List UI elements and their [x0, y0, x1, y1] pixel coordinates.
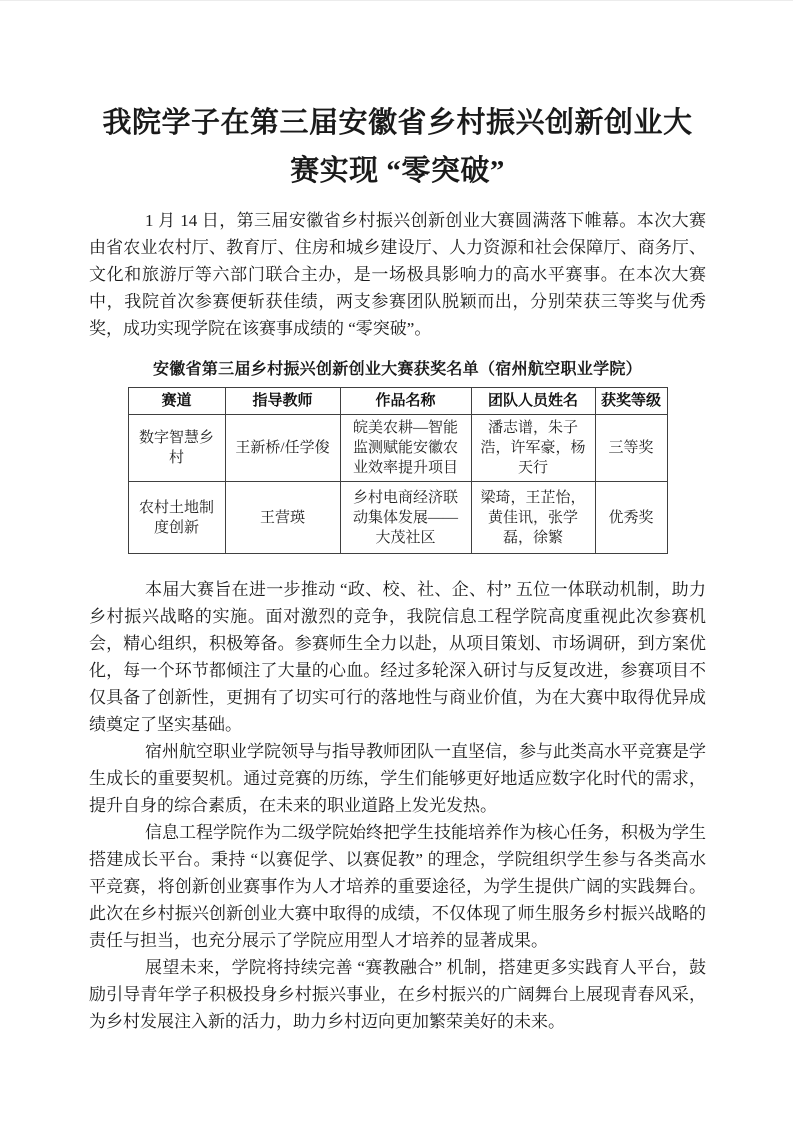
cell-advisor: 王新桥/任学俊	[225, 415, 340, 482]
awards-table-header-row	[128, 388, 667, 415]
cell-project-name: 皖美农耕—智能监测赋能安徽农业效率提升项目	[340, 415, 471, 482]
cell-advisor: 王营瑛	[225, 482, 340, 554]
document-content	[0, 1, 793, 1035]
article-paragraph-5: 展望未来，学院将持续完善 “赛教融合” 机制，搭建更多实践育人平台，鼓励引导青年学子积极投身乡村振兴事业，在乡村振兴的广阔舞台上展现青春风采，为乡村发展注入新的活力，助力乡村迈向更加繁荣美好的未来。	[89, 958, 706, 1031]
col-header-team-members: 团队人员姓名	[471, 388, 595, 415]
col-header-award-level: 获奖等级	[595, 388, 667, 415]
article-title	[89, 99, 706, 195]
article-title-line-2: 赛实现 “零突破”	[290, 155, 505, 187]
cell-award-level: 优秀奖	[595, 482, 667, 554]
awards-table-wrap	[89, 387, 706, 554]
article-paragraph-4: 信息工程学院作为二级学院始终把学生技能培养作为核心任务，积极为学生搭建成长平台。秉持 “以赛促学、以赛促教” 的理念，学院组织学生参与各类高水平竞赛，将创新创业赛事作为人才培养的重要途径，为学生提供广阔的实践舞台。此次在乡村振兴创新创业大赛中取得的成绩，不仅体现了师生服务乡村振兴战略的责任与担当，也充分展示了学院应用型人才培养的显著成果。	[89, 823, 706, 950]
article-body-continued	[89, 576, 706, 1035]
col-header-project-name: 作品名称	[340, 388, 471, 415]
cell-track: 农村土地制度创新	[128, 482, 225, 554]
cell-project-name: 乡村电商经济联动集体发展——大茂社区	[340, 482, 471, 554]
article-paragraph-1: 1 月 14 日，第三届安徽省乡村振兴创新创业大赛圆满落下帷幕。本次大赛由省农业农村厅、教育厅、住房和城乡建设厅、人力资源和社会保障厅、商务厅、文化和旅游厅等六部门联合主办，是一场极具影响力的高水平赛事。在本次大赛中，我院首次参赛便斩获佳绩，两支参赛团队脱颖而出，分别荣获三等奖与优秀奖，成功实现学院在该赛事成绩的 “零突破”。	[89, 211, 706, 338]
cell-track: 数字智慧乡村	[128, 415, 225, 482]
col-header-track: 赛道	[128, 388, 225, 415]
article-paragraph-2: 本届大赛旨在进一步推动 “政、校、社、企、村” 五位一体联动机制，助力乡村振兴战略的实施。面对激烈的竞争，我院信息工程学院高度重视此次参赛机会，精心组织，积极筹备。参赛师生全力以赴，从项目策划、市场调研，到方案优化，每一个环节都倾注了大量的心血。经过多轮深入研讨与反复改进，参赛项目不仅具备了创新性，更拥有了切实可行的落地性与商业价值，为在大赛中取得优异成绩奠定了坚实基础。	[89, 580, 706, 734]
cell-team-members: 潘志谱，朱子浩，许军豪，杨天行	[471, 415, 595, 482]
article-body	[89, 207, 706, 342]
col-header-advisor: 指导教师	[225, 388, 340, 415]
awards-table-caption: 安徽省第三届乡村振兴创新创业大赛获奖名单（宿州航空职业学院）	[152, 361, 642, 378]
article-title-line-1: 我院学子在第三届安徽省乡村振兴创新创业大	[102, 107, 693, 139]
cell-team-members: 梁琦，王芷怡，黄佳讯，张学磊，徐繁	[471, 482, 595, 554]
article-paragraph-3: 宿州航空职业学院领导与指导教师团队一直坚信，参与此类高水平竞赛是学生成长的重要契机。通过竞赛的历练，学生们能够更好地适应数字化时代的需求，提升自身的综合素质，在未来的职业道路上发光发热。	[89, 742, 706, 815]
cell-award-level: 三等奖	[595, 415, 667, 482]
table-row	[128, 482, 667, 554]
awards-table	[128, 387, 668, 554]
table-row	[128, 415, 667, 482]
